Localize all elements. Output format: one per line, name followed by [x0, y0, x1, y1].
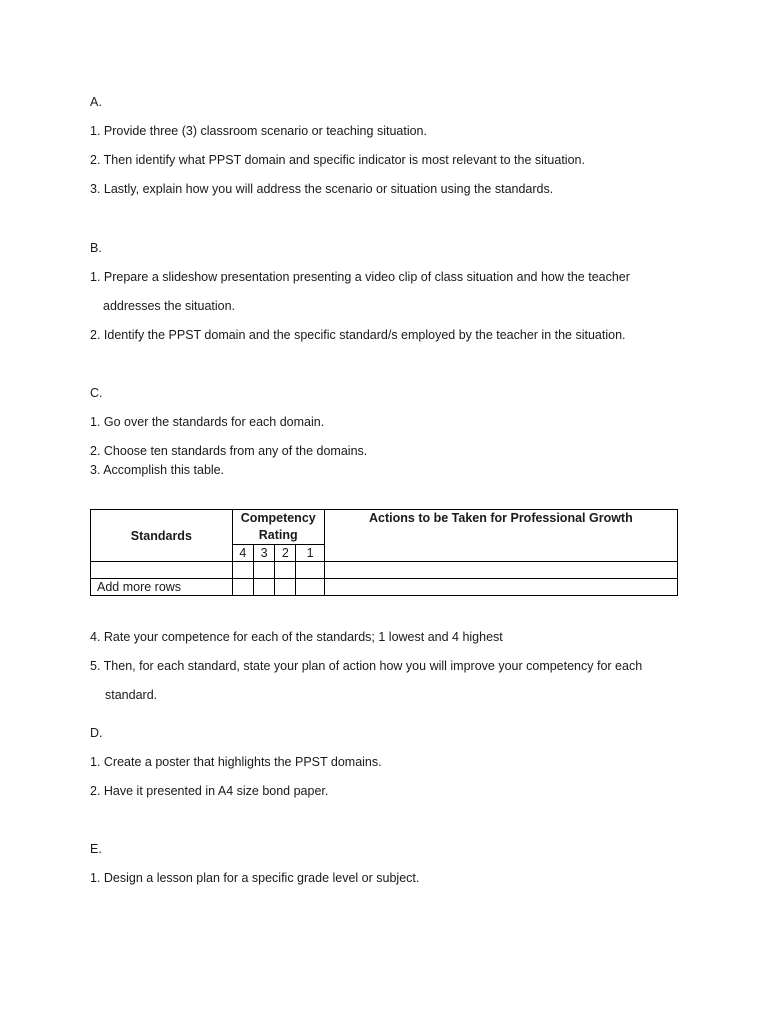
competency-rating-header-line-2: Rating	[258, 528, 298, 542]
section-c-item-3: 3. Accomplish this table.	[90, 463, 225, 477]
competency-rating-header-line-1: Competency	[240, 511, 316, 525]
section-d-heading: D.	[90, 726, 103, 740]
actions-header: Actions to be Taken for Professional Growth	[324, 510, 677, 562]
section-c-item-5-continued: standard.	[105, 688, 158, 702]
table-cell	[324, 562, 677, 579]
section-c-item-5: 5. Then, for each standard, state your plan of action how you will improve your competency for each	[90, 659, 643, 673]
section-a-item-3: 3. Lastly, explain how you will address the scenario or situation using the standards.	[90, 182, 554, 196]
table-cell	[253, 562, 274, 579]
section-c-item-1: 1. Go over the standards for each domain.	[90, 415, 325, 429]
section-e-heading: E.	[90, 842, 102, 856]
rating-4: 4	[232, 545, 253, 562]
table-cell	[253, 579, 274, 596]
section-c-heading: C.	[90, 386, 103, 400]
competency-rating-header	[232, 510, 324, 545]
competency-table	[90, 509, 678, 596]
table-cell	[275, 579, 296, 596]
section-b-heading: B.	[90, 241, 102, 255]
section-b-item-2: 2. Identify the PPST domain and the specific standard/s employed by the teacher in the situation.	[90, 328, 626, 342]
table-cell	[232, 562, 253, 579]
section-b-item-1-continued: addresses the situation.	[103, 299, 236, 313]
section-a-heading: A.	[90, 95, 102, 109]
table-cell	[296, 562, 324, 579]
table-cell	[91, 562, 233, 579]
section-e-item-1: 1. Design a lesson plan for a specific grade level or subject.	[90, 871, 420, 885]
section-d-item-1: 1. Create a poster that highlights the PPST domains.	[90, 755, 382, 769]
rating-1: 1	[296, 545, 324, 562]
section-b-item-1: 1. Prepare a slideshow presentation presenting a video clip of class situation and how the teacher	[90, 270, 630, 284]
standards-header: Standards	[91, 510, 233, 562]
table-cell	[275, 562, 296, 579]
section-a-item-1: 1. Provide three (3) classroom scenario or teaching situation.	[90, 124, 427, 138]
section-d-item-2: 2. Have it presented in A4 size bond paper.	[90, 784, 329, 798]
table-cell	[296, 579, 324, 596]
table-cell	[232, 579, 253, 596]
section-a-item-2: 2. Then identify what PPST domain and specific indicator is most relevant to the situation.	[90, 153, 585, 167]
add-more-rows-label: Add more rows	[91, 579, 233, 596]
rating-3: 3	[253, 545, 274, 562]
table-row	[91, 562, 678, 579]
table-cell	[324, 579, 677, 596]
table-row	[91, 579, 678, 596]
section-c-item-2: 2. Choose ten standards from any of the domains.	[90, 444, 368, 458]
section-c-item-4: 4. Rate your competence for each of the standards; 1 lowest and 4 highest	[90, 630, 503, 644]
rating-2: 2	[275, 545, 296, 562]
